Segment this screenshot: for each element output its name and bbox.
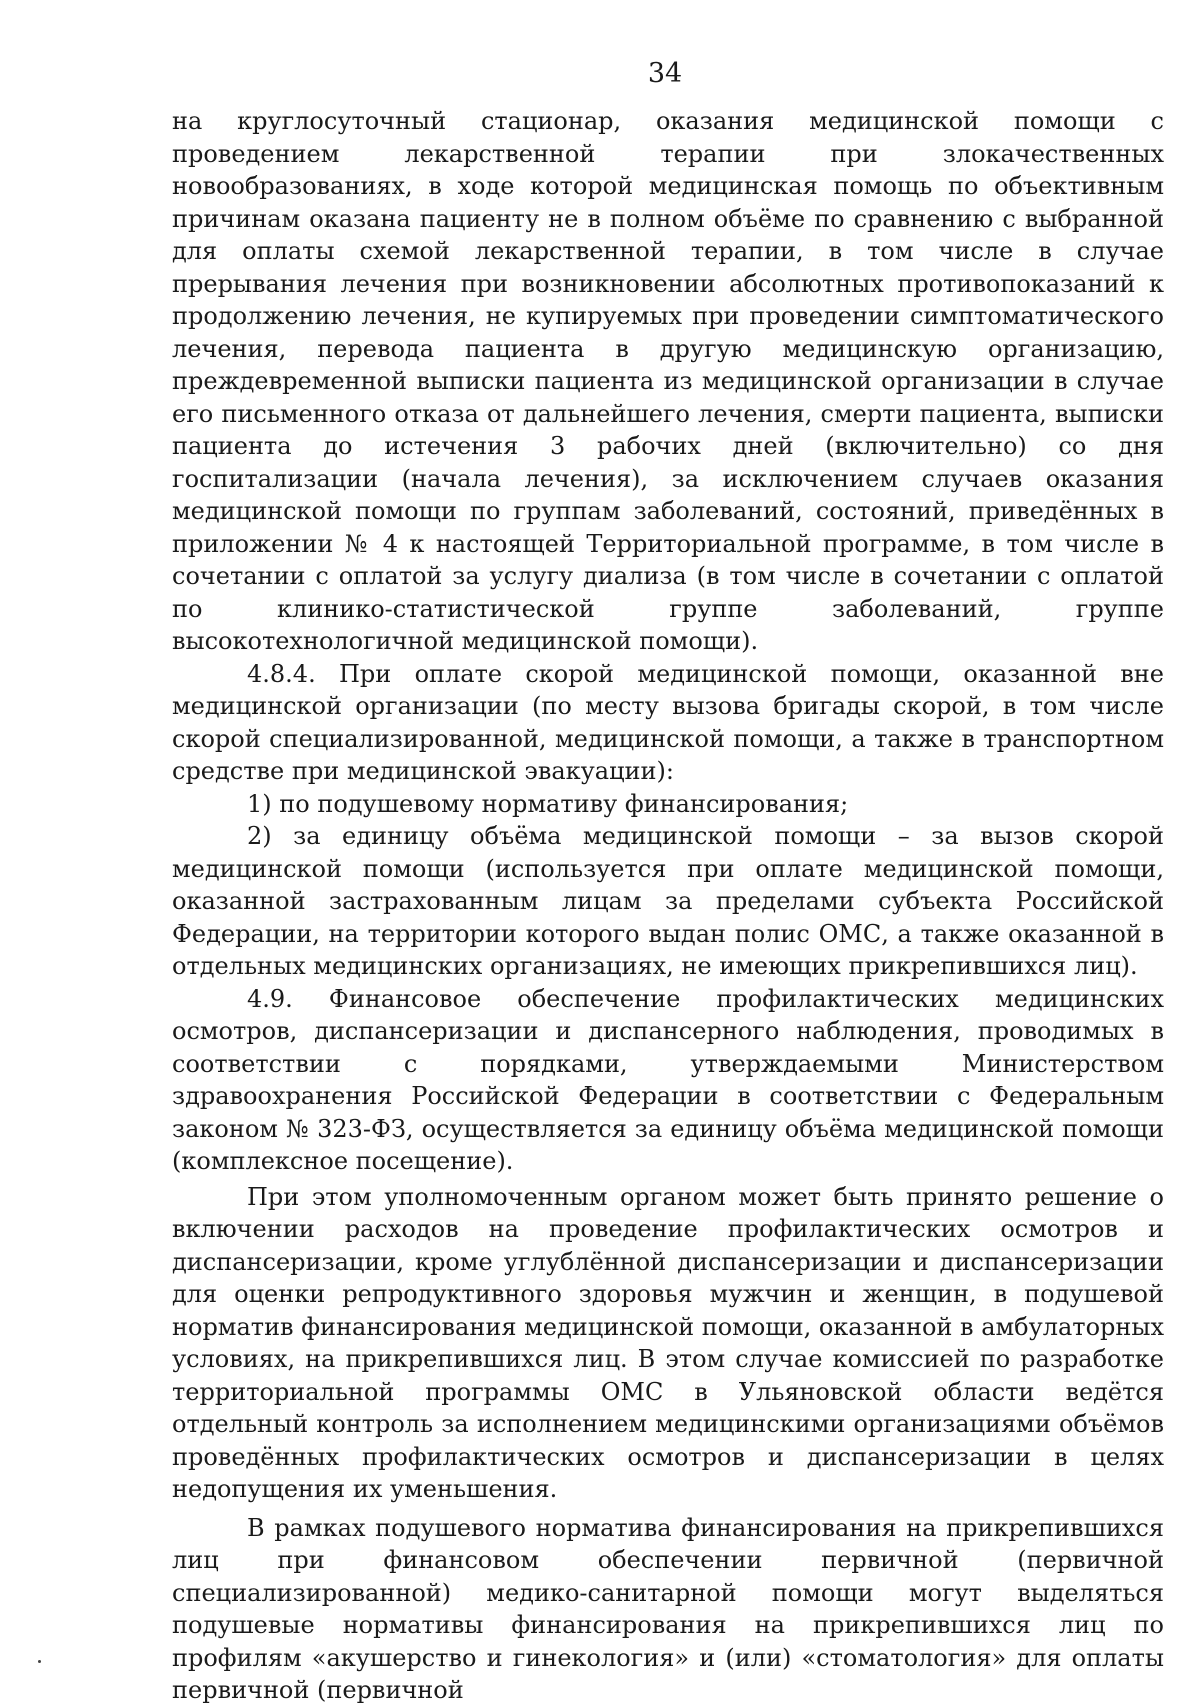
list-item-1: 1) по подушевому нормативу финансирования; (247, 789, 849, 818)
paragraph-capitation: В рамках подушевого норматива финансирования на прикрепившихся лиц при финансовом обеспечении первичной (первичной специализированной) медико-санитарной помощи могут выделяться подушевые нормативы финансирования на прикрепившихся лиц по профилям «акушерство и гинекология» и (или) «стоматология» для оплаты первичной (первичной (172, 1513, 1164, 1704)
paragraph-4-9: 4.9. Финансовое обеспечение профилактических медицинских осмотров, диспансеризации и диспансерного наблюдения, проводимых в соответствии с порядками, утверждаемыми Министерством здравоохранения Российской Федерации в соответствии с Федеральным законом № 323-ФЗ, осуществляется за единицу объёма медицинской помощи (комплексное посещение). (172, 984, 1164, 1175)
paragraph-prophylactic: При этом уполномоченным органом может быть принято решение о включении расходов на проведение профилактических осмотров и диспансеризации, кроме углублённой диспансеризации и диспансеризации для оценки репродуктивного здоровья мужчин и женщин, в подушевой норматив финансирования медицинской помощи, оказанной в амбулаторных условиях, на прикрепившихся лиц. В этом случае комиссией по разработке территориальной программы ОМС в Ульяновской области ведётся отдельный контроль за исполнением медицинскими организациями объёмов проведённых профилактических осмотров и диспансеризации в целях недопущения их уменьшения. (172, 1182, 1165, 1503)
scan-speck (38, 1660, 41, 1663)
page-number: 34 (647, 58, 683, 89)
list-item-2: 2) за единицу объёма медицинской помощи – за вызов скорой медицинской помощи (используется при оплате медицинской помощи, оказанной застрахованным лицам за пределами субъекта Российской Федерации, на территории которого выдан полис ОМС, а также оказанной в отдельных медицинских организациях, не имеющих прикрепившихся лиц). (172, 822, 1164, 980)
paragraph-4-8-4: 4.8.4. При оплате скорой медицинской помощи, оказанной вне медицинской организации (по месту вызова бригады скорой, в том числе скорой специализированной, медицинской помощи, а также в транспортном средстве при медицинской эвакуации): (172, 659, 1164, 785)
paragraph-continuation: на круглосуточный стационар, оказания медицинской помощи с проведением лекарственной терапии при злокачественных новообразованиях, в ходе которой медицинская помощь по объективным причинам оказана пациенту не в полном объёме по сравнению с выбранной для оплаты схемой лекарственной терапии, в том числе в случае прерывания лечения при возникновении абсолютных противопоказаний к продолжению лечения, не купируемых при проведении симптоматического лечения, перевода пациента в другую медицинскую организацию, преждевременной выписки пациента из медицинской организации в случае его письменного отказа от дальнейшего лечения, смерти пациента, выписки пациента до истечения 3 рабочих дней (включительно) со дня госпитализации (начала лечения), за исключением случаев оказания медицинской помощи по группам заболеваний, состояний, приведённых в приложении № 4 к настоящей Территориальной программе, в том числе в сочетании с оплатой за услугу диализа (в том числе в сочетании с оплатой по клинико-статистической группе заболеваний, группе высокотехнологичной медицинской помощи). (172, 107, 1164, 655)
document-body (172, 105, 1164, 1707)
